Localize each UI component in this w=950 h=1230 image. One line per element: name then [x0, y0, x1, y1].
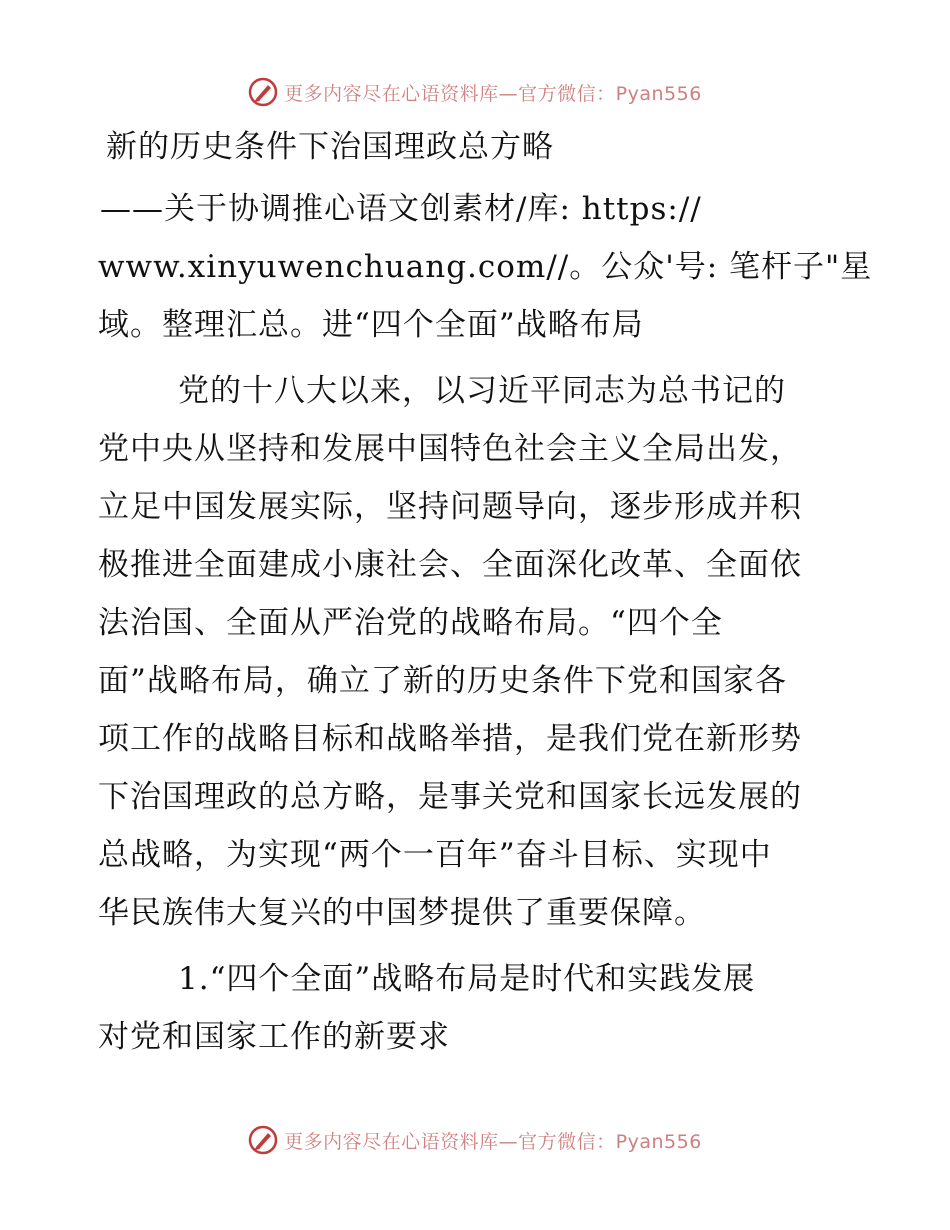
document-body [98, 118, 873, 1066]
paragraph-line: 法治国、全面从严治党的战略布局。“四个全 [98, 605, 723, 641]
watermark-text: 更多内容尽在心语资料库—官方微信：Pyan556 [284, 1130, 702, 1153]
watermark-text: 更多内容尽在心语资料库—官方微信：Pyan556 [284, 82, 702, 105]
section-heading-line: 对党和国家工作的新要求 [98, 1019, 450, 1055]
paragraph-line: 下治国理政的总方略，是事关党和国家长远发展的 [98, 779, 802, 815]
paragraph-line: 项工作的战略目标和战略举措，是我们党在新形势 [98, 721, 802, 757]
section-heading-line: 1.“四个全面”战略布局是时代和实践发展 [178, 961, 756, 997]
subtitle-line: 域。整理汇总。进“四个全面”战略布局 [98, 307, 644, 343]
pen-logo-icon [248, 1125, 278, 1155]
paragraph-line: 党中央从坚持和发展中国特色社会主义全局出发， [98, 431, 802, 467]
paragraph-line: 立足中国发展实际，坚持问题导向，逐步形成并积 [98, 489, 802, 525]
pen-logo-icon [248, 77, 278, 107]
document-title: 新的历史条件下治国理政总方略 [106, 129, 554, 165]
paragraph-line: 党的十八大以来，以习近平同志为总书记的 [178, 373, 786, 409]
watermark-banner-top [0, 72, 950, 112]
paragraph-line: 面”战略布局，确立了新的历史条件下党和国家各 [98, 663, 787, 699]
paragraph-line: 总战略，为实现“两个一百年”奋斗目标、实现中 [98, 837, 772, 873]
subtitle-line: www.xinyuwenchuang.com//。公众'号: 笔杆子"星 [98, 249, 873, 285]
subtitle-line: ——关于协调推心语文创素材/库: https:// [100, 191, 702, 227]
paragraph-line: 华民族伟大复兴的中国梦提供了重要保障。 [98, 895, 706, 931]
paragraph-line: 极推进全面建成小康社会、全面深化改革、全面依 [98, 547, 802, 583]
watermark-banner-bottom [0, 1120, 950, 1160]
